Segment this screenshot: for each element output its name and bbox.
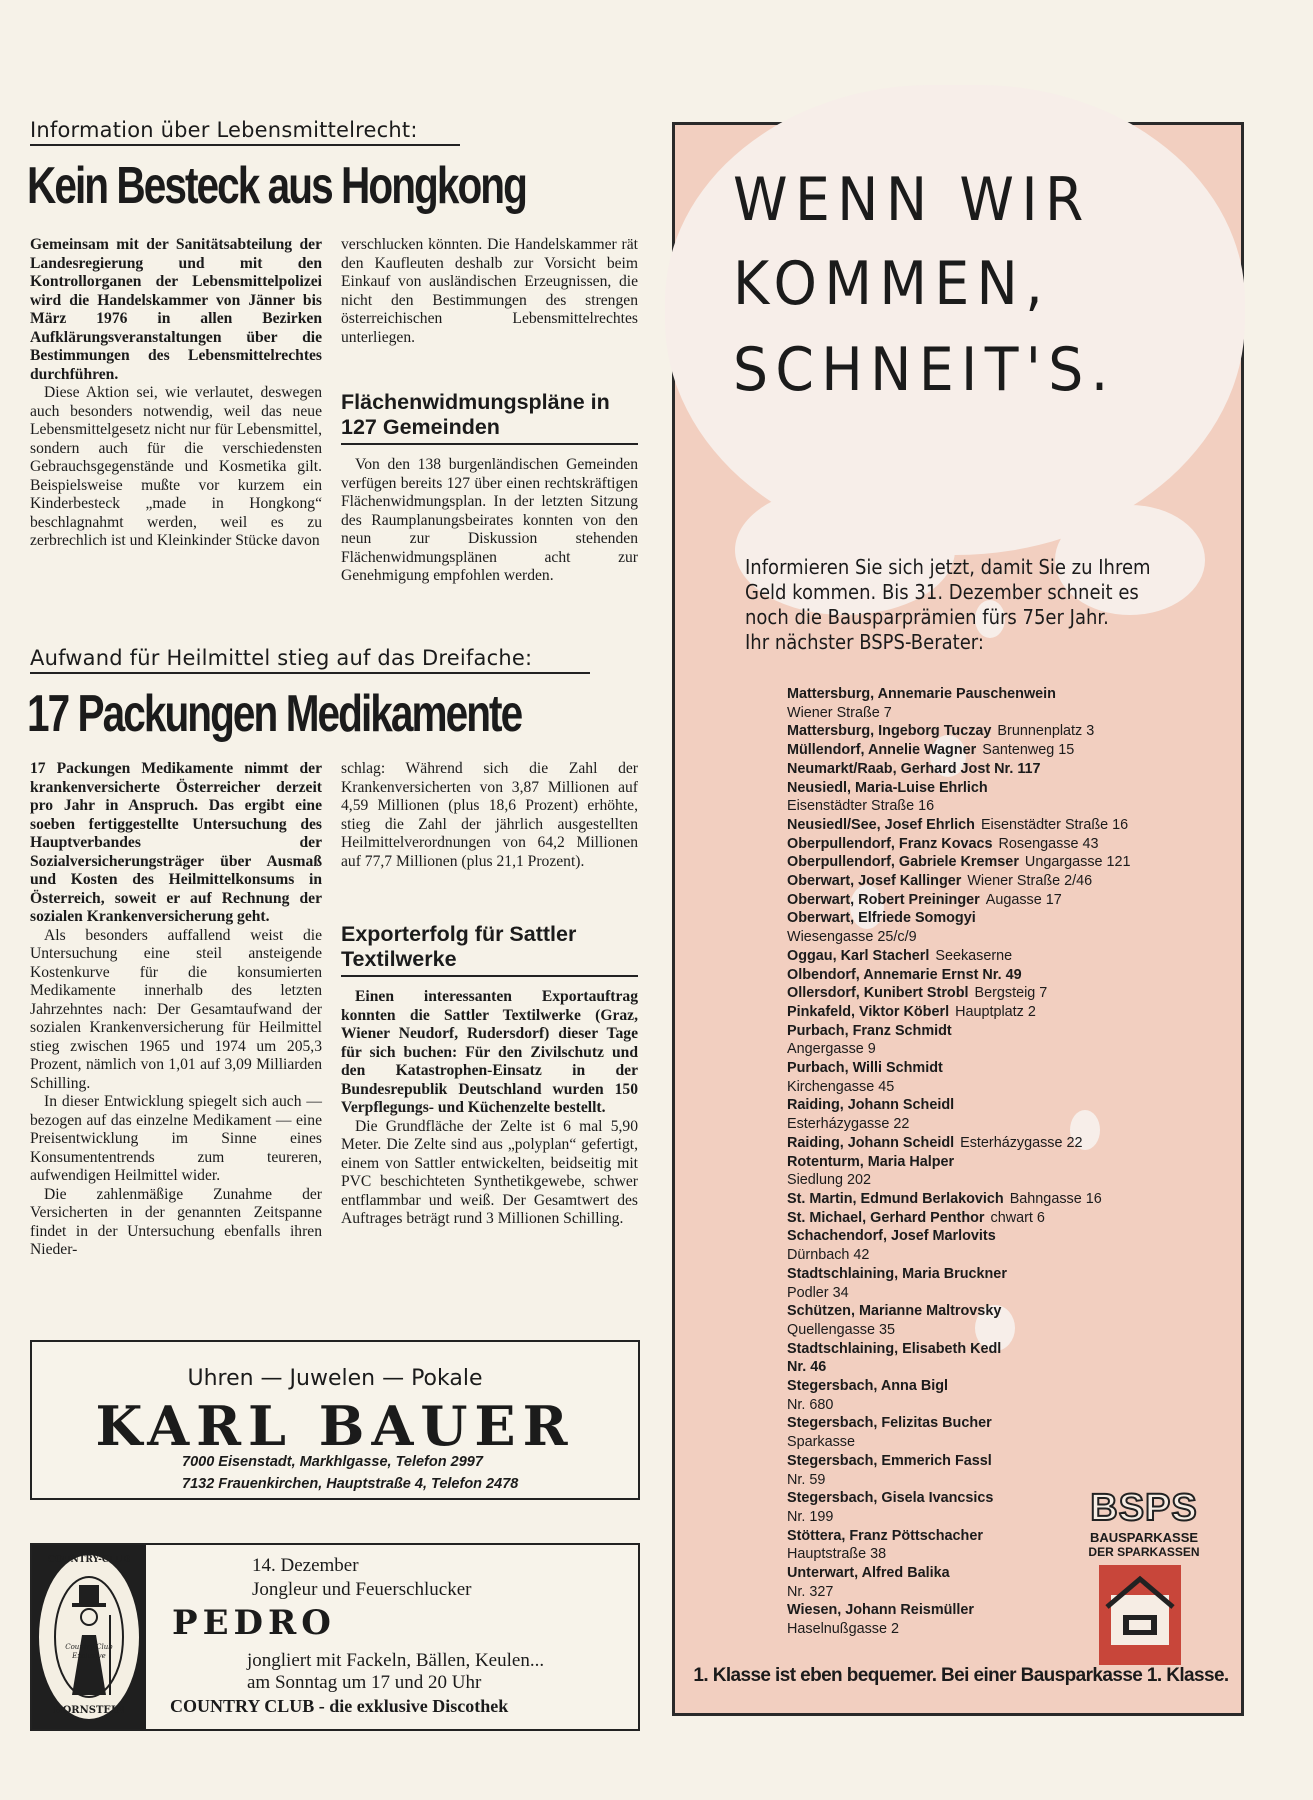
advisor-name: Purbach, Willi Schmidt bbox=[787, 1060, 943, 1077]
advisor-address: Eisenstädter Straße 16 bbox=[980, 816, 1129, 833]
bsps-headline-line3: SCHNEIT'S. bbox=[733, 335, 1116, 405]
advisor-row bbox=[787, 1134, 1217, 1153]
advisor-address: Wiesengasse 25/c/9 bbox=[787, 929, 917, 946]
ad-bauer-name: KARL BAUER bbox=[95, 1394, 575, 1458]
article2-body bbox=[341, 456, 638, 586]
advisor-name: Pinkafeld, Viktor Köberl bbox=[787, 1003, 950, 1020]
advisor-name: Neumarkt/Raab, Gerhard Jost Nr. 117 bbox=[787, 760, 1041, 777]
advisor-name: Raiding, Johann Scheidl bbox=[787, 1134, 955, 1151]
advisor-row bbox=[787, 1171, 1217, 1190]
advisor-row bbox=[787, 1040, 1217, 1059]
kicker-lebensmittelrecht: Information über Lebensmittelrecht: bbox=[30, 118, 460, 146]
advisor-name: St. Martin, Edmund Berlakovich bbox=[787, 1190, 1004, 1207]
country-footer: COUNTRY CLUB - die exklusive Discothek bbox=[170, 1696, 509, 1716]
advisor-address: Nr. 680 bbox=[787, 1396, 834, 1413]
advisor-row bbox=[787, 891, 1217, 910]
article4-body bbox=[341, 988, 638, 1229]
advisor-name: Mattersburg, Ingeborg Tuczay bbox=[787, 723, 992, 740]
advisor-row bbox=[787, 760, 1217, 779]
advisor-row bbox=[787, 1414, 1217, 1433]
advisor-row bbox=[787, 1340, 1217, 1359]
bsps-intro bbox=[745, 555, 1151, 655]
ad-bauer-tagline: Uhren — Juwelen — Pokale bbox=[187, 1366, 483, 1391]
advisor-row bbox=[787, 1284, 1217, 1303]
advisor-name: Oberwart, Robert Preininger bbox=[787, 891, 980, 908]
advisor-row bbox=[787, 947, 1217, 966]
country-club-logo bbox=[32, 1545, 146, 1729]
advisor-row bbox=[787, 966, 1217, 985]
article4-lead: Einen interessanten Exportauftrag konnten die Sattler Textilwerke (Graz, Wiener Neudorf, Rudersdorf) dieser Tage für sich buchen: Für den Zivilschutz und den Katastrophen-Einsatz in der Bundesrepublik Deutschland wurden 150 Verpflegungs- und Küchenzelte bestellt. bbox=[341, 988, 638, 1116]
ad-bauer-address1: 7000 Eisenstadt, Markhlgasse, Telefon 2997 bbox=[182, 1454, 483, 1470]
advisor-address: Sparkasse bbox=[787, 1434, 855, 1451]
country-time: am Sonntag um 17 und 20 Uhr bbox=[247, 1672, 482, 1693]
advisor-row bbox=[787, 909, 1217, 928]
advisor-row bbox=[787, 835, 1217, 854]
advisor-address: Wiener Straße 2/46 bbox=[967, 873, 1093, 890]
advisor-row bbox=[787, 1059, 1217, 1078]
advisor-row bbox=[787, 1433, 1217, 1452]
advisor-name: Wiesen, Johann Reismüller bbox=[787, 1602, 975, 1619]
article1-lead: Gemeinsam mit der Sanitätsabteilung der Landesregierung und mit den Kontrollorganen der Lebensmittelpolizei wird die Handelskammer von Jänner bis März 1976 in allen Bezirken Aufklärungsveranstaltungen über die Bestimmungen des Lebensmittelrechtes durchführen. bbox=[30, 236, 322, 383]
advisor-name: Rotenturm, Maria Halper bbox=[787, 1153, 955, 1170]
advisor-name: Oberpullendorf, Franz Kovacs bbox=[787, 835, 993, 852]
advisor-row bbox=[787, 984, 1217, 1003]
advisor-name: St. Michael, Gerhard Penthor bbox=[787, 1209, 985, 1226]
advisor-row bbox=[787, 1209, 1217, 1228]
advisor-address: Brunnenplatz 3 bbox=[997, 723, 1095, 740]
bsps-intro-line: Ihr nächster BSPS-Berater: bbox=[745, 630, 984, 654]
advisor-address: Rosengasse 43 bbox=[998, 835, 1099, 852]
advisor-name: Raiding, Johann Scheidl bbox=[787, 1097, 955, 1114]
bsps-logo-text: BSPS bbox=[1090, 1487, 1198, 1529]
advisor-address: chwart 6 bbox=[990, 1209, 1045, 1226]
advisor-address: Esterházygasse 22 bbox=[787, 1116, 910, 1133]
advisor-row bbox=[787, 797, 1217, 816]
advisor-row bbox=[787, 1153, 1217, 1172]
country-club-emblem bbox=[32, 1545, 146, 1729]
advisor-row bbox=[787, 685, 1217, 704]
advisor-name: Oberwart, Josef Kallinger bbox=[787, 873, 962, 890]
advisor-row bbox=[787, 1358, 1217, 1377]
advisor-address: Dürnbach 42 bbox=[787, 1247, 870, 1264]
advisor-row bbox=[787, 722, 1217, 741]
advisor-address: Angergasse 9 bbox=[787, 1041, 876, 1058]
advisor-name: Stegersbach, Anna Bigl bbox=[787, 1378, 948, 1395]
advisor-name: Stegersbach, Emmerich Fassl bbox=[787, 1452, 992, 1469]
article3-paragraph: In dieser Entwicklung spiegelt sich auch — bezogen auf das einzelne Medikament — eine Preisentwicklung im Sinne eines Konsumententrends zum teureren, aufwendigen Heilmittel wider. bbox=[30, 1093, 322, 1184]
advisor-address: Podler 34 bbox=[787, 1284, 849, 1301]
advisor-address: Hauptstraße 38 bbox=[787, 1546, 887, 1563]
country-pedro: PEDRO bbox=[172, 1603, 336, 1643]
advisor-address: Nr. 199 bbox=[787, 1508, 834, 1525]
advisor-row bbox=[787, 1078, 1217, 1097]
article3-paragraph: schlag: Während sich die Zahl der Krankenversicherten von 3,87 Millionen auf 4,59 Millionen (plus 18,6 Prozent) erhöhte, stieg die Zahl der jährlich ausgestellten Heilmittelverordnungen von 64,2 Millionen auf 77,7 Millionen (plus 21,1 Prozent). bbox=[341, 760, 638, 870]
article1-paragraph: verschlucken könnten. Die Handelskammer rät den Kaufleuten deshalb zur Vorsicht beim Einkauf von ausländischen Erzeugnissen, die nicht den Bestimmungen des strengen österreichischen Lebensmittelrechtes unterliegen. bbox=[341, 236, 638, 346]
bsps-intro-line: noch die Bausparprämien fürs 75er Jahr. bbox=[745, 605, 1109, 629]
article3-lead: 17 Packungen Medikamente nimmt der krankenversicherte Österreicher derzeit pro Jahr in Anspruch. Das ergibt eine soeben fertiggestellte Untersuchung des Hauptverbandes der Sozialversicherungsträger über Ausmaß und Kosten des Heilmittelkonsums in Österreich, soweit er auf Rechnung der sozialen Krankenversicherung geht. bbox=[30, 760, 322, 925]
article3-paragraph: Die zahlenmäßige Zunahme der Versicherten in der genannten Zeitspanne findet in der Untersuchung ebenfalls ihren Nieder- bbox=[30, 1185, 322, 1258]
article3-column2 bbox=[341, 760, 638, 871]
bsps-logo-sub2: DER SPARKASSEN bbox=[1088, 1545, 1200, 1559]
country-act: Jongleur und Feuerschlucker bbox=[252, 1579, 472, 1600]
article1-paragraph: Diese Aktion sei, wie verlautet, deswegen auch besonders notwendig, weil das neue Lebensmittelgesetz nicht nur für Lebensmittel, sondern auch für die verschiedensten Gebrauchsgegenstände und Kosmetika gilt. Beispielsweise mußte vor kurzem ein Kinderbesteck „made in Hongkong“ beschlagnahmt werden, weil es zu zerbrechlich ist und Kleinkinder Stücke davon bbox=[30, 384, 322, 549]
bsps-intro-line: Geld kommen. Bis 31. Dezember schneit es bbox=[745, 580, 1139, 604]
advisor-address: Nr. 59 bbox=[787, 1471, 826, 1488]
advisor-address: Augasse 17 bbox=[985, 891, 1062, 908]
advisor-row bbox=[787, 1003, 1217, 1022]
advisor-name: Stadtschlaining, Elisabeth Kedl bbox=[787, 1340, 1002, 1357]
ad-bsps bbox=[672, 122, 1244, 1716]
advisor-address: Seekaserne bbox=[935, 947, 1013, 964]
country-date: 14. Dezember bbox=[252, 1555, 359, 1576]
advisor-address: Nr. 327 bbox=[787, 1583, 834, 1600]
sparkasse-house-icon bbox=[1099, 1565, 1181, 1665]
country-desc: jongliert mit Fackeln, Bällen, Keulen... bbox=[247, 1650, 545, 1671]
advisor-address: Hauptplatz 2 bbox=[955, 1003, 1036, 1020]
cloud-shape bbox=[665, 85, 1245, 555]
advisor-row bbox=[787, 1246, 1217, 1265]
advisor-name: Stadtschlaining, Maria Bruckner bbox=[787, 1265, 1007, 1282]
advisor-row bbox=[787, 1190, 1217, 1209]
house-icon bbox=[1099, 1565, 1181, 1665]
advisor-address: Kirchengasse 45 bbox=[787, 1078, 895, 1095]
advisor-row bbox=[787, 1377, 1217, 1396]
article2-paragraph: Von den 138 burgenländischen Gemeinden verfügen bereits 127 über einen rechtskräftigen Flächenwidmungsplan. In der letzten Sitzung des Raumplanungsbeirates konnten von den neun zur Diskussion stehenden Flächenwidmungsplänen acht zur Genehmigung empfohlen werden. bbox=[341, 456, 638, 584]
advisor-row bbox=[787, 1321, 1217, 1340]
advisor-name: Stegersbach, Gisela Ivancsics bbox=[787, 1490, 994, 1507]
advisor-row bbox=[787, 779, 1217, 798]
bsps-headline-line2: KOMMEN, bbox=[733, 249, 1051, 319]
article4-paragraph: Die Grundfläche der Zelte ist 6 mal 5,90 Meter. Die Zelte sind aus „polyplan“ gefertigt, einem von Sattler entwickelten, beidseitig mit PVC beschichteten Synthetikgewebe, schwer entflammbar und weiß. Der Gesamtwert des Auftrages beträgt rund 3 Millionen Schilling. bbox=[341, 1117, 638, 1227]
advisor-name: Unterwart, Alfred Balika bbox=[787, 1565, 950, 1582]
advisor-name: Schützen, Marianne Maltrovsky bbox=[787, 1303, 1002, 1320]
advisor-address: Ungargasse 121 bbox=[1024, 854, 1131, 871]
advisor-address: Quellengasse 35 bbox=[787, 1321, 896, 1338]
ad-karl-bauer bbox=[30, 1340, 640, 1500]
advisor-row bbox=[787, 1302, 1217, 1321]
advisor-address: Esterházygasse 22 bbox=[960, 1134, 1083, 1151]
headline-besteck: Kein Besteck aus Hongkong bbox=[27, 157, 526, 215]
advisor-name: Müllendorf, Annelie Wagner bbox=[787, 742, 977, 759]
advisor-name: Oberpullendorf, Gabriele Kremser bbox=[787, 854, 1019, 871]
advisor-name: Purbach, Franz Schmidt bbox=[787, 1022, 952, 1039]
advisor-name: Oggau, Karl Stacherl bbox=[787, 947, 930, 964]
advisor-row bbox=[787, 1096, 1217, 1115]
advisor-row bbox=[787, 872, 1217, 891]
advisor-address: Santenweg 15 bbox=[982, 742, 1075, 759]
bsps-logo bbox=[1059, 1487, 1229, 1672]
advisor-row bbox=[787, 1452, 1217, 1471]
advisor-name: Stöttera, Franz Pöttschacher bbox=[787, 1527, 983, 1544]
article3-column1 bbox=[30, 760, 322, 1260]
advisor-name: Olbendorf, Annemarie Ernst Nr. 49 bbox=[787, 966, 1022, 983]
advisor-row bbox=[787, 1265, 1217, 1284]
advisor-address: Siedlung 202 bbox=[787, 1172, 872, 1189]
subhead-exporterfolg: Exporterfolg für Sattler Textilwerke bbox=[341, 922, 638, 977]
kicker-heilmittel: Aufwand für Heilmittel stieg auf das Dreifache: bbox=[30, 646, 590, 674]
logo-top-text: COUNTRY-CLUB bbox=[47, 1555, 131, 1565]
advisor-address: Bahngasse 16 bbox=[1009, 1190, 1102, 1207]
advisor-row bbox=[787, 1396, 1217, 1415]
advisor-address: Bergsteig 7 bbox=[974, 985, 1048, 1002]
advisor-name: Mattersburg, Annemarie Pauschenwein bbox=[787, 686, 1056, 702]
headline-medikamente: 17 Packungen Medikamente bbox=[27, 685, 522, 743]
advisor-row bbox=[787, 1227, 1217, 1246]
advisor-name: Stegersbach, Felizitas Bucher bbox=[787, 1415, 992, 1432]
article1-column1 bbox=[30, 236, 322, 551]
ad-country-club bbox=[30, 1543, 640, 1731]
advisor-row bbox=[787, 704, 1217, 723]
advisor-row bbox=[787, 1022, 1217, 1041]
ad-bauer-address2: 7132 Frauenkirchen, Hauptstraße 4, Telefon 2478 bbox=[182, 1476, 519, 1492]
article3-paragraph: Als besonders auffallend weist die Untersuchung eine steil ansteigende Kostenkurve für die konsumierten Medikamente innerhalb des letzten Jahrzehntes nach: Der Gesamtaufwand der sozialen Krankenversicherung für Heilmittel stieg zwischen 1965 und 1974 um 205,3 Prozent, nämlich von 1,01 auf 3,09 Milliarden Schilling. bbox=[30, 926, 322, 1092]
advisor-row bbox=[787, 1115, 1217, 1134]
subhead-flaechenwidmung: Flächenwidmungspläne in 127 Gemeinden bbox=[341, 390, 638, 445]
advisor-address: Wiener Straße 7 bbox=[787, 704, 892, 721]
logo-bottom-text: HORNSTEIN bbox=[53, 1705, 125, 1716]
advisor-name: Schachendorf, Josef Marlovits bbox=[787, 1228, 996, 1245]
bsps-logo-sub1: BAUSPARKASSE bbox=[1089, 1530, 1199, 1545]
advisor-name: Ollersdorf, Kunibert Strobl bbox=[787, 985, 969, 1002]
advisor-row bbox=[787, 741, 1217, 760]
advisor-name: Nr. 46 bbox=[787, 1359, 827, 1376]
logo-script-text: Country Club Exclusive bbox=[65, 1643, 113, 1660]
advisor-name: Neusiedl/See, Josef Ehrlich bbox=[787, 816, 975, 833]
advisor-name: Oberwart, Elfriede Somogyi bbox=[787, 910, 976, 927]
bsps-slogan: 1. Klasse ist eben bequemer. Bei einer Bausparkasse 1. Klasse. bbox=[693, 1665, 1229, 1686]
advisor-row bbox=[787, 816, 1217, 835]
bsps-headline-line1: WENN WIR bbox=[733, 165, 1091, 235]
advisor-row bbox=[787, 928, 1217, 947]
advisor-address: Eisenstädter Straße 16 bbox=[787, 798, 935, 815]
advisor-address: Haselnußgasse 2 bbox=[787, 1621, 899, 1638]
article1-column2 bbox=[341, 236, 638, 347]
advisor-name: Neusiedl, Maria-Luise Ehrlich bbox=[787, 779, 988, 796]
bsps-intro-line: Informieren Sie sich jetzt, damit Sie zu Ihrem bbox=[745, 555, 1151, 579]
advisor-row bbox=[787, 853, 1217, 872]
